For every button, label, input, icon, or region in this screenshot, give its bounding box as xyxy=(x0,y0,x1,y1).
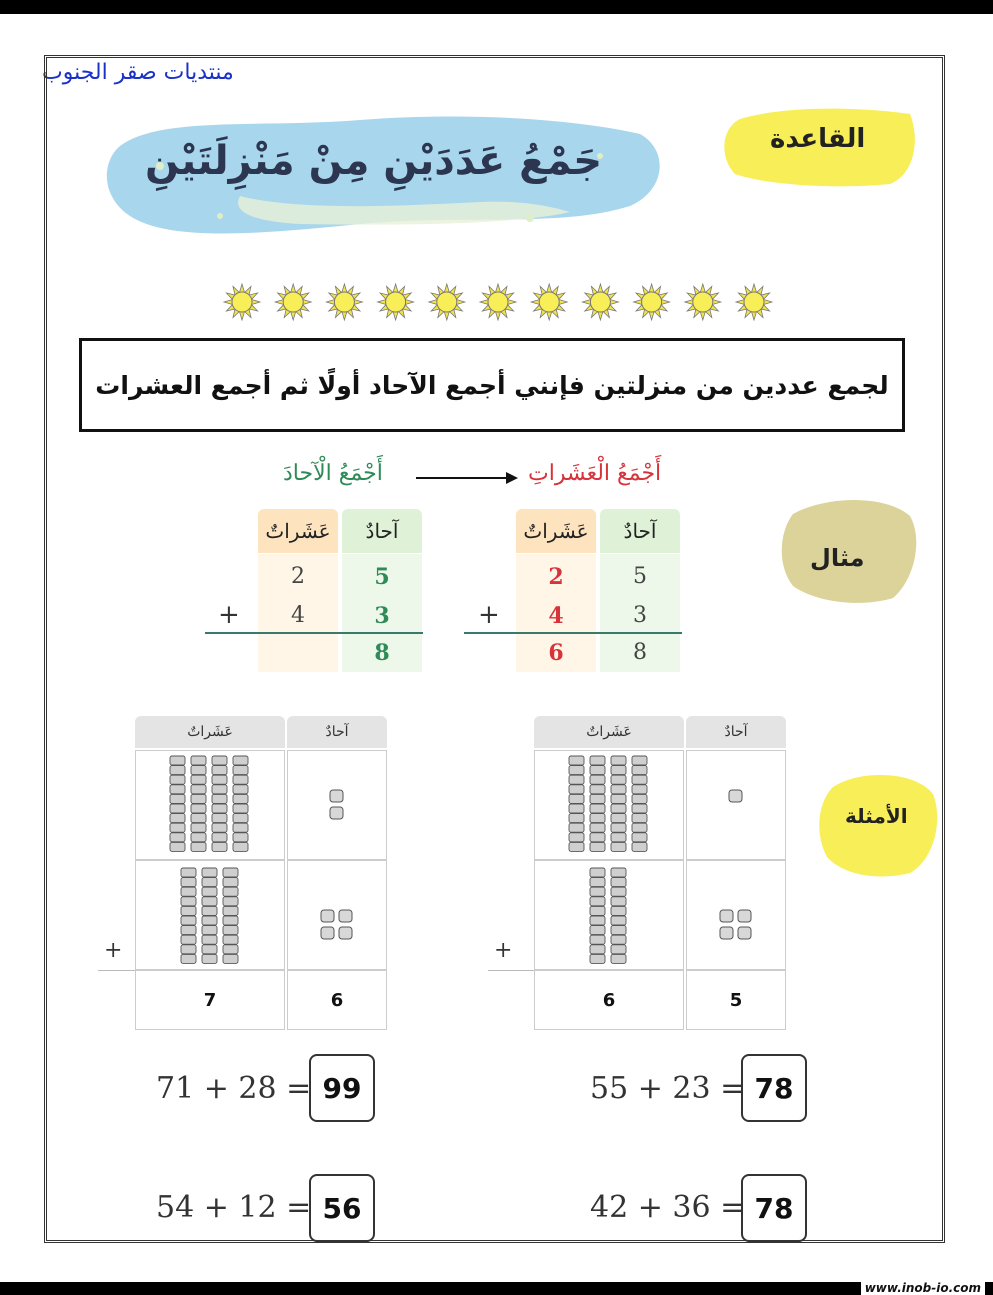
sun-icon xyxy=(378,284,414,320)
sun-icon xyxy=(736,284,772,320)
left-ones-sum: 8 xyxy=(374,640,390,666)
right-sum-line xyxy=(464,632,682,634)
left-sum-line xyxy=(205,632,423,634)
model-tens-sum: 7 xyxy=(203,990,217,1011)
arrow-icon xyxy=(414,470,520,486)
sun-icon xyxy=(224,284,260,320)
sun-icon xyxy=(326,284,362,320)
answer-box-3[interactable]: 56 xyxy=(309,1174,375,1242)
model-sum-line xyxy=(488,970,534,971)
rule-box xyxy=(79,338,905,432)
rule-label: القاعدة xyxy=(770,124,866,154)
ones-cubes-icon xyxy=(727,788,745,805)
left-plus-sign: + xyxy=(218,600,240,630)
right-tens-1: 2 xyxy=(548,564,564,590)
ones-cubes-icon xyxy=(319,908,355,942)
site-footer: www.inob-io.com xyxy=(861,1281,985,1295)
right-ones-1: 5 xyxy=(633,564,647,589)
right-tens-sum: 6 xyxy=(548,640,564,666)
left-ones-1: 5 xyxy=(374,564,390,590)
sun-icon xyxy=(531,284,567,320)
step-ones-label: أَجْمَعُ الْآحادَ xyxy=(283,461,383,486)
model-tens-header: عَشَراتٌ xyxy=(135,716,285,748)
left-ones-header: آحادٌ xyxy=(342,509,422,553)
model-ones-header: آحادٌ xyxy=(686,716,786,748)
model-tens-sum: 6 xyxy=(602,990,616,1011)
model-cell xyxy=(686,750,786,860)
equation-3: 54 + 12 = xyxy=(156,1190,312,1225)
left-tens-2: 4 xyxy=(291,603,305,628)
right-ones-2: 3 xyxy=(633,603,647,628)
sun-divider xyxy=(218,282,778,322)
examples-label: الأمثلة xyxy=(845,804,908,828)
model-ones-header: آحادٌ xyxy=(287,716,387,748)
equation-2: 55 + 23 = xyxy=(590,1071,746,1106)
answer-box-4[interactable]: 78 xyxy=(741,1174,807,1242)
left-ones-2: 3 xyxy=(374,603,390,629)
rule-text: لجمع عددين من منزلتين فإنني أجمع الآحاد أولًا ثم أجمع العشرات xyxy=(95,370,889,400)
answer-box-1[interactable]: 99 xyxy=(309,1054,375,1122)
sun-icon xyxy=(480,284,516,320)
worksheet-page xyxy=(0,14,993,1282)
tens-rods-icon xyxy=(567,754,651,854)
model-ones-sum: 6 xyxy=(330,990,344,1011)
ones-cubes-icon xyxy=(718,908,754,942)
sun-icon xyxy=(685,284,721,320)
right-ones-header: آحادٌ xyxy=(600,509,680,553)
right-plus-sign: + xyxy=(478,600,500,630)
right-tens-header: عَشَراتٌ xyxy=(516,509,596,553)
sun-icon xyxy=(582,284,618,320)
model-ones-sum: 5 xyxy=(729,990,743,1011)
right-ones-sum: 8 xyxy=(633,640,647,665)
sun-icon xyxy=(634,284,670,320)
model-plus-sign: + xyxy=(104,938,123,963)
model-tens-header: عَشَراتٌ xyxy=(534,716,684,748)
watermark: منتديات صقر الجنوب xyxy=(42,60,234,85)
answer-box-2[interactable]: 78 xyxy=(741,1054,807,1122)
left-tens-1: 2 xyxy=(291,564,305,589)
left-tens-header: عَشَراتٌ xyxy=(258,509,338,553)
sun-icon xyxy=(429,284,465,320)
model-plus-sign: + xyxy=(494,938,513,963)
sun-icon xyxy=(275,284,311,320)
right-tens-2: 4 xyxy=(548,603,564,629)
page-title: جَمْعُ عَدَدَيْنِ مِنْ مَنْزِلَتَيْنِ xyxy=(145,138,603,184)
equation-1: 71 + 28 = xyxy=(156,1071,312,1106)
ones-cubes-icon xyxy=(328,788,346,822)
model-sum-line xyxy=(98,970,135,971)
example-label: مثال xyxy=(810,544,865,572)
step-tens-label: أَجْمَعُ الْعَشَراتِ xyxy=(528,461,662,486)
tens-rods-icon xyxy=(588,866,630,966)
tens-rods-icon xyxy=(168,754,252,854)
tens-rods-icon xyxy=(179,866,242,966)
equation-4: 42 + 36 = xyxy=(590,1190,746,1225)
